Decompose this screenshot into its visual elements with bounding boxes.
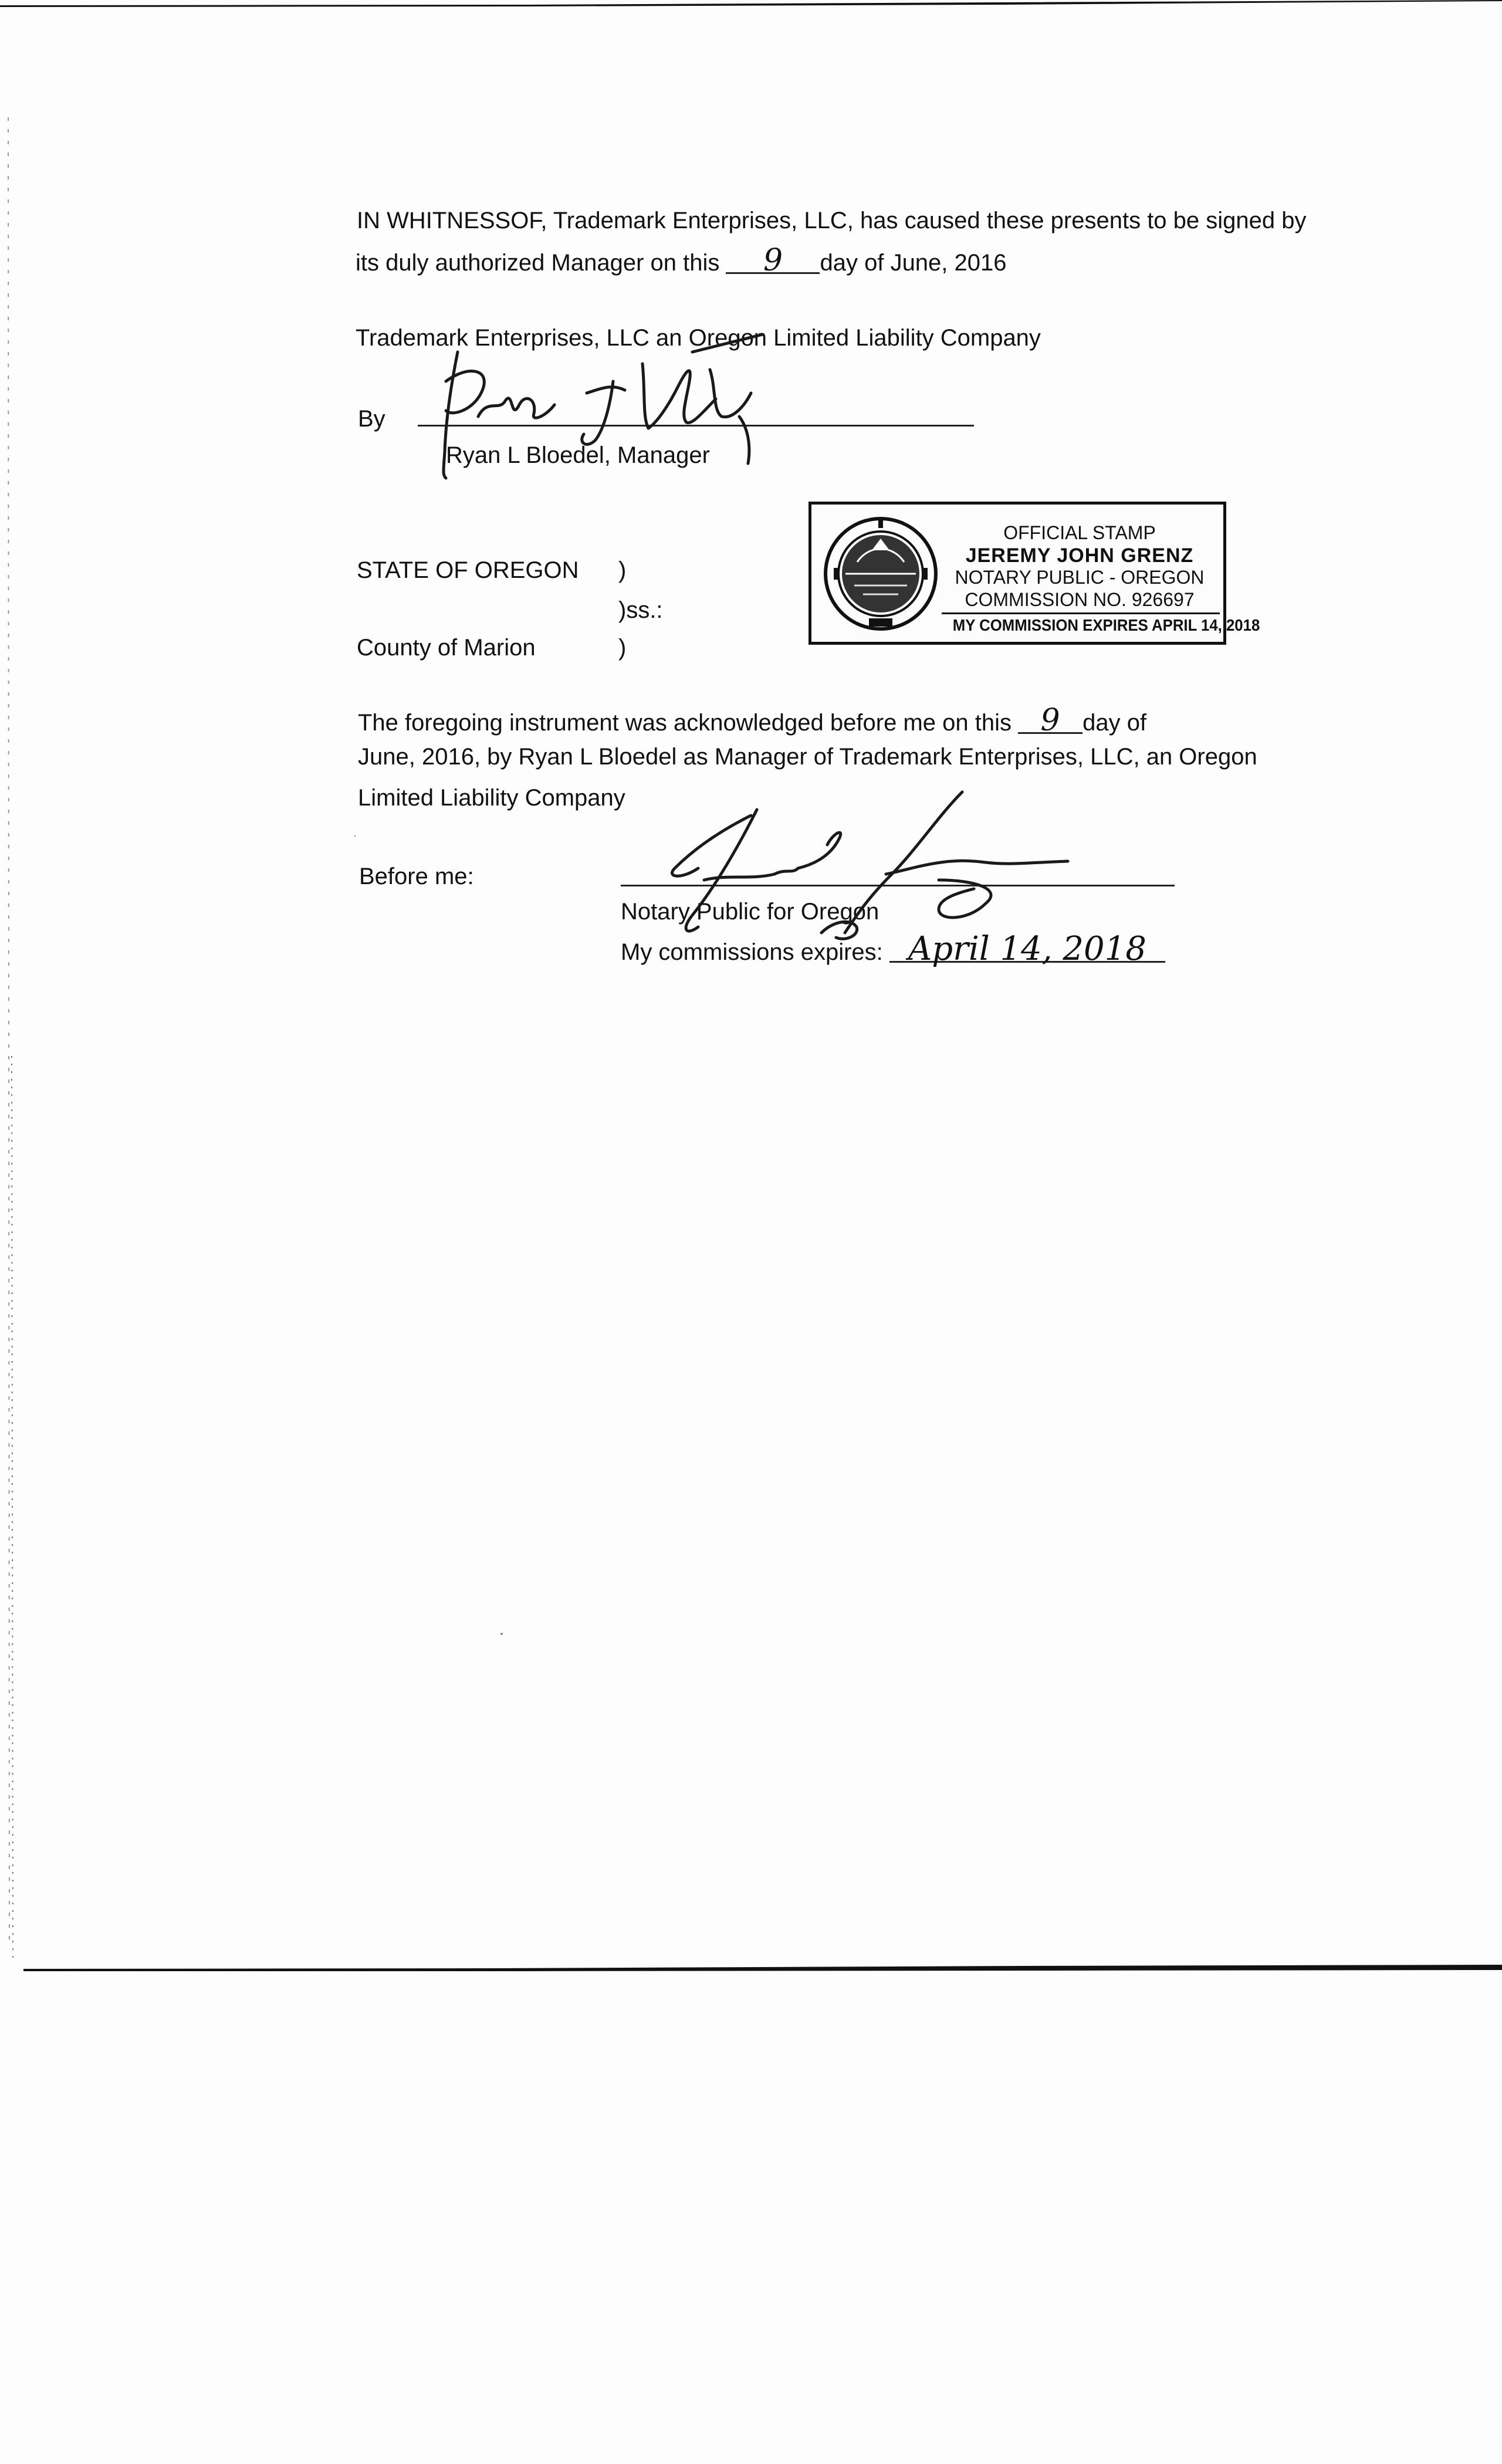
state-seal-icon [822,515,939,632]
ack-line-1-prefix: The foregoing instrument was acknowledged before me on this [358,710,1012,736]
ack-day-blank: 9 [1018,709,1082,734]
notary-public-label: Notary Public for Oregon [621,899,879,925]
bottom-scan-edge [23,1963,1502,1971]
state-label: STATE OF OREGON [357,557,579,583]
top-scan-edge [0,0,1502,9]
state-paren: ) [618,557,627,583]
stamp-title: OFFICIAL STAMP [1003,522,1156,543]
stamp-divider [942,612,1220,614]
notary-official-stamp [808,502,1260,645]
witness-day-blank: 9 [726,249,820,274]
stamp-notary-name: JEREMY JOHN GRENZ [965,544,1194,567]
scan-speck [352,833,358,839]
ack-line-2: June, 2016, by Ryan L Bloedel as Manager of Trademark Enterprises, LLC, an Oregon [358,744,1257,770]
signer-name: Ryan L Bloedel, Manager [446,442,710,468]
witness-line-2 [356,243,1007,278]
county-label: County of Marion [357,635,536,661]
notary-signature [610,780,1080,974]
stamp-notary-title: NOTARY PUBLIC - OREGON [955,567,1205,588]
ss-label: )ss.: [618,597,663,623]
manager-signature [411,329,786,481]
before-me-label: Before me: [359,864,474,889]
by-label: By [358,406,385,432]
left-scan-edge [0,0,35,1983]
ack-line-3: Limited Liability Company [358,785,625,811]
commission-expires-value: April 14, 2018 [889,937,1165,963]
witness-line-2-suffix: day of June, 2016 [820,250,1007,276]
witness-line-2-prefix: its duly authorized Manager on this [356,250,720,276]
stamp-commission-no: COMMISSION NO. 926697 [965,589,1195,610]
company-name-line: Trademark Enterprises, LLC an Oregon Limited Liability Company [356,325,1041,351]
county-paren: ) [618,635,627,661]
stamp-expires: MY COMMISSION EXPIRES APRIL 14, 2018 [952,616,1260,634]
witness-line-1: IN WHITNESSOF, Trademark Enterprises, LLC, has caused these presents to be signed by [357,208,1307,233]
commission-expires-label: My commissions expires: [621,939,883,965]
ack-line-1 [358,703,1147,738]
ack-line-1-suffix: day of [1082,710,1147,736]
scan-speck [499,1631,505,1637]
